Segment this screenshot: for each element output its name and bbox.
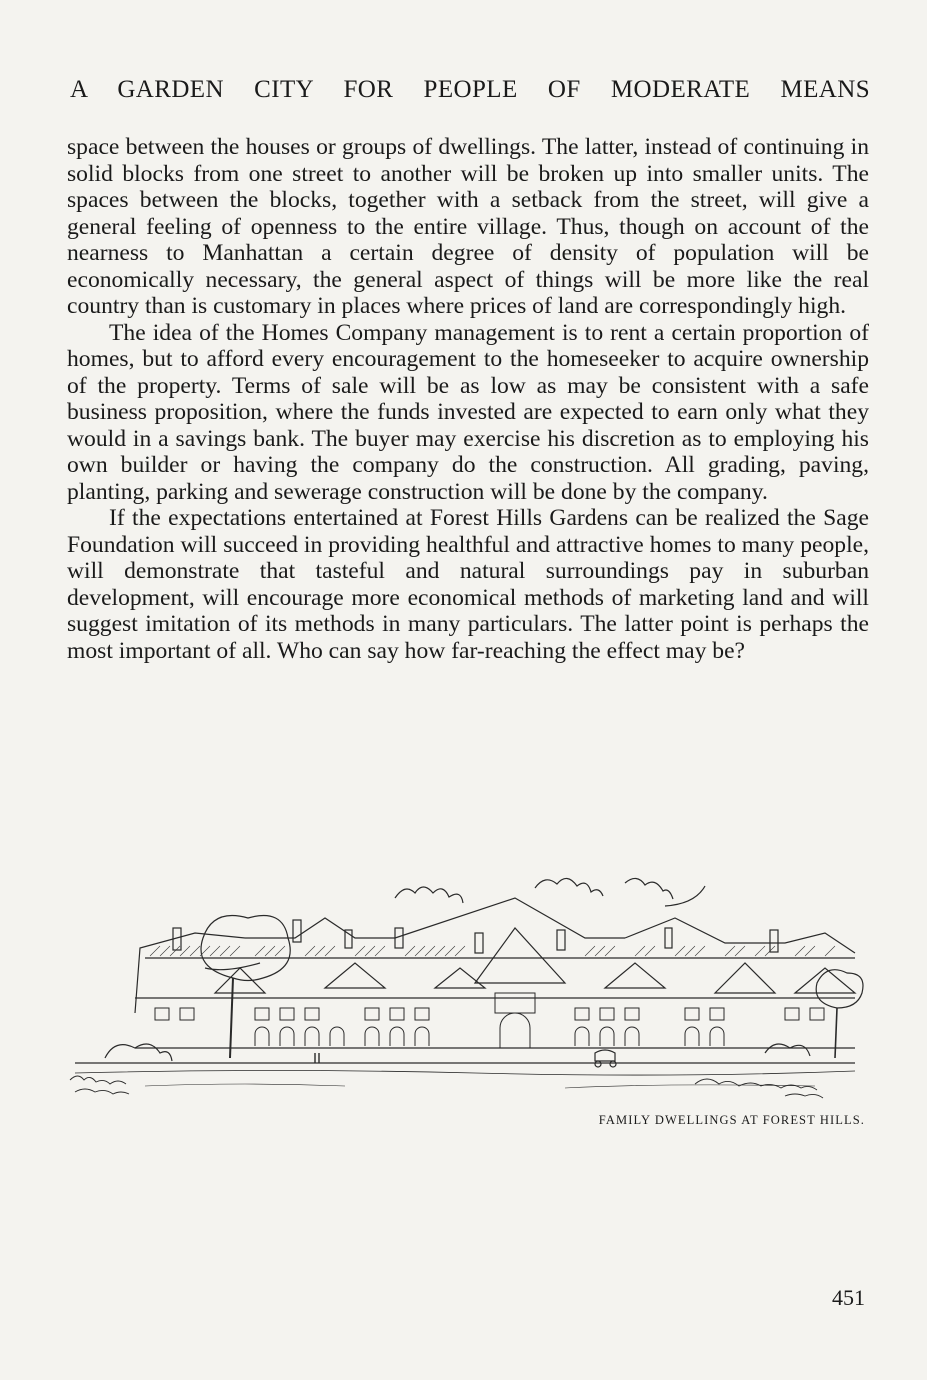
- paragraph-3: If the expectations entertained at Forest Hills Gardens can be realized the Sage Foundation will succeed in providing healthful and attractive homes to many people, will demonstrate that tasteful and natural surroundings pay in suburban development, will encourage more economical methods of marketing land and will suggest imitation of its methods in many particulars. The latter point is perhaps the most important of all. Who can say how far-reaching the effect may be?: [67, 505, 869, 664]
- body-text: [67, 134, 869, 664]
- paragraph-2: The idea of the Homes Company management is to rent a certain proportion of homes, but to afford every encouragement to the homeseeker to acquire ownership of the property. Terms of sale will be as low as may be consistent with a safe business proposition, where the funds invested are expected to earn only what they would in a savings bank. The buyer may exercise his discretion as to employing his own builder or having the company do the construction. All grading, paving, planting, parking and sewerage construction will be done by the company.: [67, 319, 869, 505]
- figure-caption: FAMILY DWELLINGS AT FOREST HILLS.: [598, 1113, 865, 1127]
- paragraph-1: space between the houses or groups of dwellings. The latter, instead of continuing in solid blocks from one street to another will be broken up into smaller units. The spaces between the blocks, together with a setback from the street, will give a general feeling of openness to the entire village. Thus, though on account of the nearness to Manhattan a certain degree of density of population will be economically necessary, the general aspect of things will be more like the real country than is customary in places where prices of land are correspondingly high.: [67, 134, 869, 319]
- dwellings-sketch: [65, 858, 865, 1104]
- page-number: 451: [832, 1285, 865, 1310]
- running-head: A GARDEN CITY FOR PEOPLE OF MODERATE MEANS: [70, 76, 870, 103]
- illustration-family-dwellings: [65, 858, 865, 1104]
